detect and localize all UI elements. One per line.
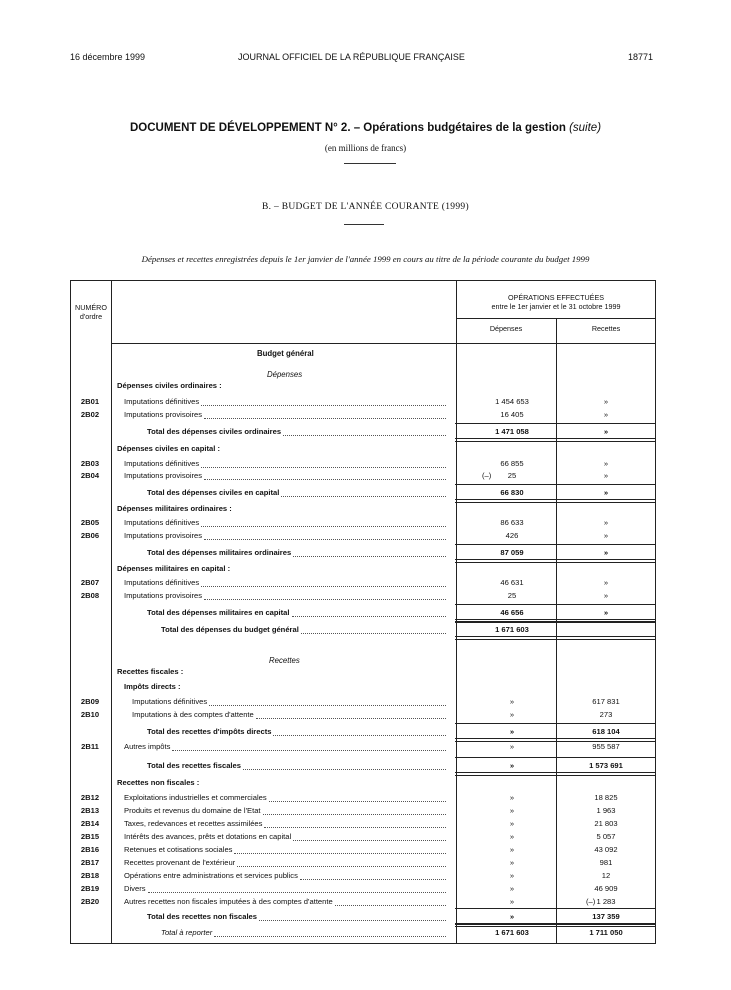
row-code: 2B08: [80, 591, 100, 600]
row-label: Divers: [124, 884, 146, 893]
total-rule: [455, 757, 656, 758]
row-label: Imputations définitives: [124, 459, 200, 468]
row-depenses-value: 1 454 653: [495, 397, 529, 406]
header-sub-divider: [456, 318, 656, 319]
table-row: [70, 443, 656, 455]
row-recettes-value: »: [603, 471, 609, 480]
col-header-recettes: Recettes: [591, 324, 621, 333]
table-row: [70, 563, 656, 575]
table-row: [70, 696, 656, 708]
row-code: 2B12: [80, 793, 100, 802]
table-row: [70, 709, 656, 721]
leader-dots: [214, 936, 446, 937]
row-label: Recettes provenant de l'extérieur: [124, 858, 236, 867]
total-rule: [455, 423, 656, 424]
row-depenses-value: 1 671 603: [495, 928, 529, 937]
row-label: Intérêts des avances, prêts et dotations en capital: [124, 832, 292, 841]
recettes-heading: Recettes: [269, 656, 300, 665]
col-header-operations: [456, 293, 656, 311]
row-code: 2B11: [81, 742, 99, 751]
section-heading: B. – BUDGET DE L'ANNÉE COURANTE (1999): [262, 202, 469, 212]
leader-dots: [301, 633, 446, 634]
row-label: Imputations définitives: [132, 697, 208, 706]
leader-dots: [259, 920, 446, 921]
leader-dots: [201, 405, 446, 406]
table-row: [70, 870, 656, 882]
row-label: Autres recettes non fiscales imputées à des comptes d'attente: [124, 897, 333, 906]
total-double-rule: [455, 636, 656, 640]
total-rule: [455, 723, 656, 724]
table-row: [70, 547, 656, 559]
row-label: Total des recettes non fiscales: [147, 912, 258, 921]
table-row: [70, 666, 656, 678]
row-label: Dépenses militaires ordinaires :: [117, 504, 232, 513]
budget-general-heading: Budget général: [257, 349, 314, 358]
row-depenses-value: »: [509, 742, 515, 751]
table-row: [70, 818, 656, 830]
row-recettes-value: »: [603, 459, 609, 468]
row-depenses-value: »: [509, 697, 515, 706]
table-row: [70, 396, 656, 408]
header-bottom-divider: [111, 343, 656, 344]
row-depenses-value: 86 633: [500, 518, 524, 527]
row-code: 2B06: [80, 531, 100, 540]
leader-dots: [292, 616, 446, 617]
row-recettes-value: 12: [601, 871, 611, 880]
leader-dots: [293, 840, 446, 841]
table-row: [70, 726, 656, 738]
row-recettes-value: »: [603, 410, 609, 419]
leader-dots: [243, 769, 446, 770]
leader-dots: [148, 892, 446, 893]
row-recettes-value: 5 057: [596, 832, 616, 841]
row-code: 2B07: [80, 578, 100, 587]
row-depenses-value: »: [509, 710, 515, 719]
row-depenses-value: 1 671 603: [495, 625, 529, 634]
total-rule: [455, 604, 656, 605]
row-label: Taxes, redevances et recettes assimilées: [124, 819, 263, 828]
table-row: [70, 777, 656, 789]
table-row: [70, 517, 656, 529]
leader-dots: [204, 539, 446, 540]
leader-dots: [201, 467, 446, 468]
row-label: Impôts directs :: [124, 682, 181, 691]
row-recettes-value: »: [603, 488, 609, 497]
table-row: [70, 577, 656, 589]
leader-dots: [172, 750, 446, 751]
leader-dots: [204, 479, 446, 480]
row-depenses-value: »: [509, 832, 515, 841]
total-rule: [455, 924, 656, 925]
leader-dots: [263, 814, 446, 815]
table-row: [70, 487, 656, 499]
row-recettes-value: 981: [599, 858, 613, 867]
row-label: Total des recettes fiscales: [147, 761, 241, 770]
row-recettes-value: »: [603, 427, 609, 436]
table-row: [70, 844, 656, 856]
table-row: [70, 831, 656, 843]
leader-dots: [293, 556, 446, 557]
row-code: 2B04: [80, 471, 100, 480]
row-label: Total des dépenses du budget général: [161, 625, 299, 634]
row-recettes-value: »: [603, 531, 609, 540]
total-rule: [455, 484, 656, 485]
row-code: 2B20: [80, 897, 100, 906]
row-depenses-value: 87 059: [500, 548, 524, 557]
leader-dots: [283, 435, 446, 436]
row-depenses-value: »: [509, 884, 515, 893]
row-depenses-value: »: [509, 806, 515, 815]
row-label: Exploitations industrielles et commerciales: [124, 793, 267, 802]
col-header-depenses: Dépenses: [489, 324, 523, 333]
document-title-suite: (suite): [569, 122, 602, 134]
negative-sign: (–): [586, 897, 596, 906]
row-depenses-value: »: [509, 761, 515, 770]
row-label: Total des dépenses militaires en capital: [147, 608, 290, 617]
row-depenses-value: »: [509, 912, 515, 921]
row-depenses-value: »: [509, 897, 515, 906]
leader-dots: [237, 866, 446, 867]
row-recettes-value: 1 963: [596, 806, 616, 815]
row-depenses-value: 16 405: [500, 410, 524, 419]
leader-dots: [269, 801, 446, 802]
row-recettes-value: 43 092: [594, 845, 618, 854]
leader-dots: [264, 827, 446, 828]
row-label: Imputations provisoires: [124, 471, 203, 480]
row-label: Recettes non fiscales :: [117, 778, 200, 787]
row-code: 2B05: [80, 518, 100, 527]
table-row: [70, 857, 656, 869]
total-double-rule: [455, 438, 656, 442]
row-code: 2B18: [80, 871, 100, 880]
table-row: [70, 681, 656, 693]
row-recettes-value: »: [603, 578, 609, 587]
table-row: [70, 883, 656, 895]
table-row: [70, 458, 656, 470]
row-code: 2B14: [80, 819, 100, 828]
col-header-ops-title: OPÉRATIONS EFFECTUÉES: [507, 293, 605, 302]
row-label: Imputations provisoires: [124, 531, 203, 540]
row-recettes-value: 1 711 050: [589, 928, 623, 937]
row-label: Total des dépenses civiles ordinaires: [147, 427, 282, 436]
table-row: [70, 607, 656, 619]
col-header-numero-line2: d'ordre: [79, 312, 103, 321]
row-depenses-value: 426: [505, 531, 519, 540]
row-recettes-value: 1 573 691: [589, 761, 623, 770]
row-label: Imputations à des comptes d'attente: [132, 710, 254, 719]
row-recettes-value: »: [603, 608, 609, 617]
table-row: [70, 927, 656, 939]
table-row: [70, 470, 656, 482]
negative-sign: (–): [482, 471, 492, 480]
table-row: [70, 805, 656, 817]
table-row: [70, 590, 656, 602]
row-code: 2B15: [80, 832, 100, 841]
row-label: Imputations définitives: [124, 397, 200, 406]
row-label: Total des dépenses civiles en capital: [147, 488, 280, 497]
leader-dots: [273, 735, 446, 736]
row-label: Imputations provisoires: [124, 410, 203, 419]
leader-dots: [201, 586, 446, 587]
document-subtitle: (en millions de francs): [324, 143, 407, 153]
row-code: 2B10: [80, 710, 100, 719]
header-journal: JOURNAL OFFICIEL DE LA RÉPUBLIQUE FRANÇAISE: [238, 52, 465, 62]
row-recettes-value: 617 831: [592, 697, 620, 706]
row-label: Imputations provisoires: [124, 591, 203, 600]
total-double-rule: [455, 772, 656, 776]
document-title-main: DOCUMENT DE DÉVELOPPEMENT N° 2. – Opérations budgétaires de la gestion: [129, 122, 566, 134]
row-depenses-value: »: [509, 858, 515, 867]
row-depenses-value: »: [509, 793, 515, 802]
total-rule: [455, 908, 656, 909]
row-code: 2B03: [80, 459, 100, 468]
table-row: [70, 741, 656, 753]
row-recettes-value: 1 283: [596, 897, 616, 906]
row-depenses-value: »: [509, 727, 515, 736]
row-code: 2B13: [80, 806, 100, 815]
col-header-numero: [71, 303, 111, 321]
row-code: 2B02: [80, 410, 100, 419]
table-row: [70, 503, 656, 515]
header-page-number: 18771: [628, 52, 654, 62]
table-row: [70, 409, 656, 421]
row-depenses-value: 46 631: [500, 578, 524, 587]
leader-dots: [204, 418, 446, 419]
table-row: [70, 792, 656, 804]
row-depenses-value: »: [509, 871, 515, 880]
row-label: Dépenses civiles ordinaires :: [117, 381, 222, 390]
row-depenses-value: »: [509, 845, 515, 854]
row-label: Dépenses militaires en capital :: [117, 564, 231, 573]
leader-dots: [256, 718, 446, 719]
col-header-numero-line1: NUMÉRO: [75, 303, 107, 312]
header-date: 16 décembre 1999: [70, 52, 146, 62]
document-title: [0, 122, 731, 134]
leader-dots: [335, 905, 446, 906]
section-divider: [344, 224, 384, 225]
row-recettes-value: »: [603, 397, 609, 406]
depenses-heading: Dépenses: [267, 370, 303, 379]
table-caption: Dépenses et recettes enregistrées depuis le 1er janvier de l'année 1999 en cours au titre de la période courante du budget 1999: [141, 254, 590, 264]
row-label: Imputations définitives: [124, 518, 200, 527]
row-depenses-value: 25: [507, 591, 517, 600]
table-row: [70, 380, 656, 392]
leader-dots: [204, 599, 446, 600]
title-divider: [344, 163, 396, 164]
table-row: [70, 911, 656, 923]
row-label: Total des dépenses militaires ordinaires: [147, 548, 292, 557]
table-row: [70, 896, 656, 908]
row-label: Total à reporter: [161, 928, 213, 937]
row-label: Retenues et cotisations sociales: [124, 845, 233, 854]
row-depenses-value: 66 830: [500, 488, 524, 497]
row-recettes-value: 618 104: [592, 727, 620, 736]
col-header-ops-period: entre le 1er janvier et le 31 octobre 1999: [491, 302, 621, 311]
row-label: Opérations entre administrations et services publics: [124, 871, 298, 880]
row-recettes-value: »: [603, 518, 609, 527]
row-recettes-value: 137 359: [592, 912, 620, 921]
row-code: 2B19: [80, 884, 100, 893]
row-recettes-value: »: [603, 548, 609, 557]
leader-dots: [201, 526, 446, 527]
row-label: Imputations définitives: [124, 578, 200, 587]
leader-dots: [234, 853, 446, 854]
total-rule: [455, 544, 656, 545]
table-row: [70, 760, 656, 772]
row-recettes-value: 18 825: [594, 793, 618, 802]
row-recettes-value: 955 587: [592, 742, 620, 751]
row-depenses-value: 66 855: [500, 459, 524, 468]
row-label: Autres impôts: [124, 742, 171, 751]
row-depenses-value: »: [509, 819, 515, 828]
row-label: Recettes fiscales :: [117, 667, 184, 676]
row-code: 2B09: [80, 697, 100, 706]
table-row: [70, 624, 656, 636]
row-recettes-value: 46 909: [594, 884, 618, 893]
row-label: Produits et revenus du domaine de l'Etat: [124, 806, 261, 815]
table-row: [70, 426, 656, 438]
row-code: 2B16: [80, 845, 100, 854]
row-recettes-value: 21 803: [594, 819, 618, 828]
leader-dots: [300, 879, 446, 880]
table-row: [70, 530, 656, 542]
row-depenses-value: 1 471 058: [495, 427, 529, 436]
row-label: Dépenses civiles en capital :: [117, 444, 220, 453]
row-code: 2B17: [80, 858, 100, 867]
row-code: 2B01: [80, 397, 100, 406]
total-rule: [455, 621, 656, 622]
leader-dots: [281, 496, 446, 497]
leader-dots: [209, 705, 446, 706]
row-depenses-value: 25: [507, 471, 517, 480]
row-depenses-value: 46 656: [500, 608, 524, 617]
row-recettes-value: 273: [599, 710, 613, 719]
row-recettes-value: »: [603, 591, 609, 600]
row-label: Total des recettes d'impôts directs: [147, 727, 272, 736]
